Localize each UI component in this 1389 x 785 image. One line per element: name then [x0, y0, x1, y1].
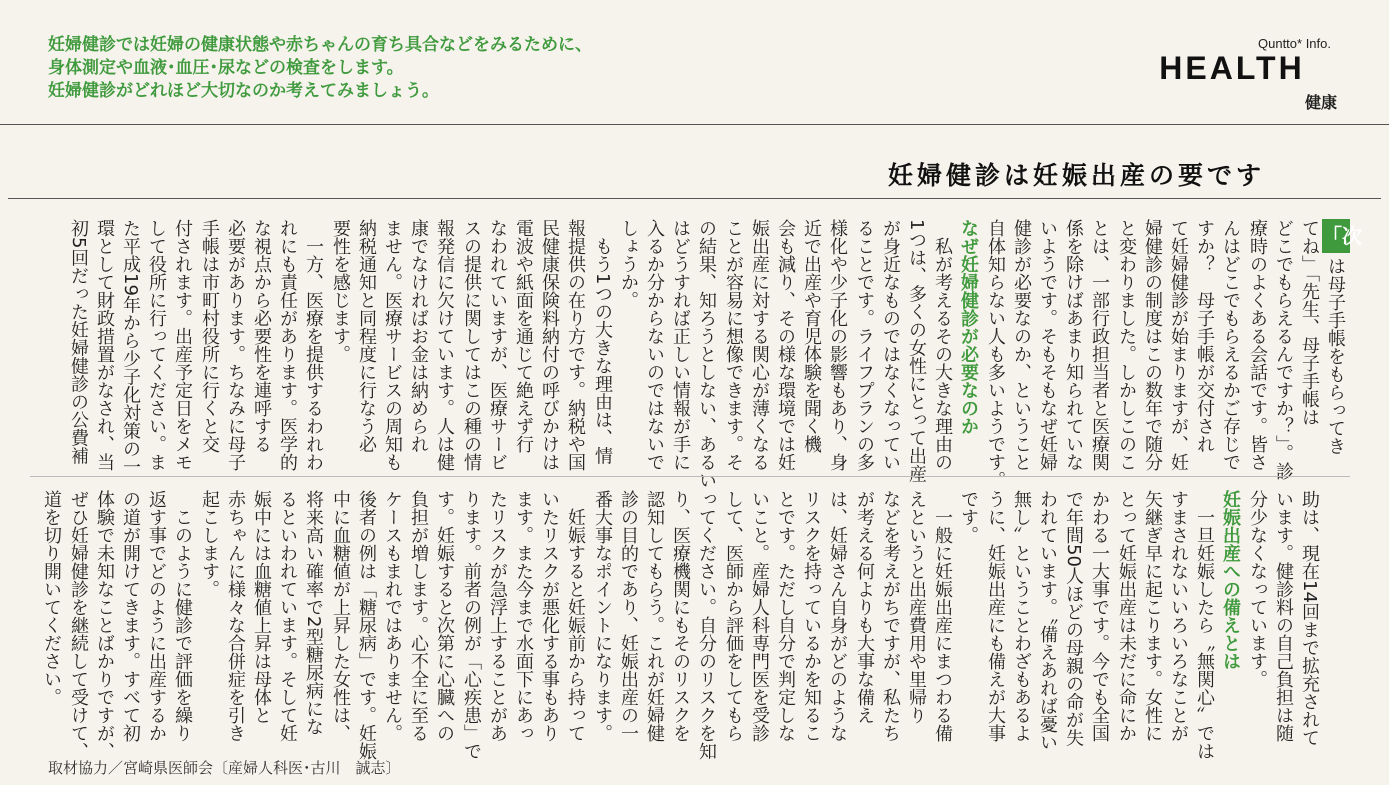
text-column: が考える何よりも大事な備え — [854, 490, 875, 724]
text-column: で年間50人ほどの母親の命が失 — [1063, 490, 1084, 747]
text-column: ます。また今まで水面下にあっ — [513, 490, 534, 742]
text-column: 赤ちゃんに様々な合併症を引き — [225, 490, 246, 742]
intro-line: 身体測定や血液･血圧･尿などの検査をします。 — [48, 58, 404, 78]
text-column: れにも責任があります。医学的 — [277, 219, 298, 471]
text-column: われています。〝備えあれば憂い — [1037, 490, 1058, 751]
text-column: 報発信に欠けています。人は健 — [434, 219, 455, 471]
text-column: ません。医療サービスの周知も — [382, 219, 403, 471]
text-column: どこでもらえるんですか？」。診 — [1273, 219, 1294, 480]
drop-cap: 「次 — [1322, 219, 1350, 253]
text-column: す。妊娠すると次第に心臓への — [434, 490, 455, 742]
text-column: 負担が増します。心不全に至る — [408, 490, 429, 742]
text-column: 近で出産や育児体験を聞く機 — [801, 219, 822, 453]
text-column: などを考えがちですが、私たち — [880, 490, 901, 742]
text-column: とって妊娠出産は未だに命にか — [1116, 490, 1137, 742]
text-column: ケースもまれではありません。 — [382, 490, 403, 742]
text-column: スの提供に関してはこの種の情 — [461, 219, 482, 471]
text-column: 番大事なポイントになります。 — [592, 490, 613, 742]
text-column: は母子手帳をもらってき — [1325, 257, 1346, 455]
text-column: います。健診料の自己負担は随 — [1273, 490, 1294, 742]
text-column: 婦健診の制度はこの数年で随分 — [1142, 219, 1163, 471]
text-column: 療時のよくある会話です。皆さ — [1247, 219, 1268, 471]
text-column: いたリスクが悪化する事もあり — [539, 490, 560, 742]
subheading: なぜ妊婦健診が必要なのか — [958, 219, 979, 435]
text-column: ります。前者の例が「心疾患」で — [461, 490, 482, 760]
text-column: ることです。ライフプランの多 — [854, 219, 875, 471]
text-column: 助は、現在14回まで拡充されて — [1299, 490, 1320, 747]
text-column: 様化や少子化の影響もあり、身 — [827, 219, 848, 471]
text-column: 分少なくなっています。 — [1247, 490, 1268, 688]
upper-text-block — [0, 219, 1389, 489]
text-column: 民健康保険料納付の呼びかけは — [539, 219, 560, 471]
text-column: 1つは、多くの女性にとって出産 — [906, 219, 927, 483]
text-column: 将来高い確率で2型糖尿病にな — [303, 490, 324, 736]
text-column: いようです。そもそもなぜ妊婦 — [1037, 219, 1058, 471]
lower-text-block — [0, 490, 1389, 760]
text-column: と変わりました。しかしこのこ — [1116, 219, 1137, 471]
text-column: るといわれています。そして妊 — [277, 490, 298, 742]
text-column: なわれていますが、医療サービ — [487, 219, 508, 471]
section-title: HEALTH — [1159, 50, 1305, 86]
text-column: 体験で未知なことばかりですが、 — [94, 490, 115, 760]
text-column: 矢継ぎ早に起こります。女性に — [1142, 490, 1163, 742]
text-column: かわる一大事です。今でも全国 — [1089, 490, 1110, 742]
text-column: 会も減り、その様な環境では妊 — [775, 219, 796, 471]
text-column: 手帳は市町村役所に行くと交 — [199, 219, 220, 453]
text-column: 一般に妊娠出産にまつわる備 — [932, 490, 953, 742]
text-column: 納税通知と同程度に行なう必 — [356, 219, 377, 453]
text-column: て妊婦健診が始まりますが、妊 — [1168, 219, 1189, 471]
text-column: 自体知らない人も多いようです。 — [985, 219, 1006, 489]
text-column: リスクを持っているかを知るこ — [801, 490, 822, 742]
text-column: 要性を感じます。 — [330, 219, 351, 363]
text-column: はどうすれば正しい情報が手に — [670, 219, 691, 471]
text-column: たリスクが急浮上することがあ — [487, 490, 508, 742]
text-column: 無し〟ということわざもあるよ — [1011, 490, 1032, 742]
text-column: 報提供の在り方です。納税や国 — [565, 219, 586, 471]
text-column: り、医療機関にもそのリスクを — [670, 490, 691, 742]
text-column: ってください。自分のリスクを知 — [696, 490, 717, 760]
brand-label: Quntto* Info. — [1258, 36, 1331, 51]
text-column: 認知してもらう。これが妊婦健 — [644, 490, 665, 742]
text-column: 健診が必要なのか、ということ — [1011, 219, 1032, 471]
section-divider — [30, 476, 1350, 477]
text-column: 起こします。 — [199, 490, 220, 598]
text-column: とは、一部行政担当者と医療関 — [1089, 219, 1110, 471]
text-column: 初5回だった妊婦健診の公費補 — [68, 219, 89, 465]
text-column: 返す事でどのように出産するか — [146, 490, 167, 742]
text-column: えというと出産費用や里帰り — [906, 490, 927, 724]
text-column: 付されます。出産予定日をメモ — [172, 219, 193, 471]
text-column: 後者の例は「糖尿病」です。妊娠 — [356, 490, 377, 760]
text-column: このように健診で評価を繰り — [172, 490, 193, 742]
text-column: 妊娠すると妊娠前から持って — [565, 490, 586, 742]
intro-line: 妊婦健診では妊婦の健康状態や赤ちゃんの育ち具合などをみるために、 — [48, 35, 592, 55]
text-column: は、妊婦さん自身がどのような — [827, 490, 848, 742]
text-column: 私が考えるその大きな理由の — [932, 219, 953, 471]
text-column: 中に血糖値が上昇した女性は、 — [330, 490, 351, 742]
text-column: の結果、知ろうとしない、あるい — [696, 219, 717, 489]
text-column: しょうか。 — [618, 219, 639, 309]
page-header — [0, 0, 1389, 125]
text-column: 診の目的であり、妊娠出産の一 — [618, 490, 639, 742]
text-column: うに、妊娠出産にも備えが大事 — [985, 490, 1006, 742]
text-column: の道が開けてきます。すべて初 — [120, 490, 141, 742]
text-column: とです。ただし自分で判定しな — [775, 490, 796, 742]
text-column: 電波や紙面を通じて絶えず行 — [513, 219, 534, 453]
text-column: た平成19年から少子化対策の一 — [120, 219, 141, 476]
text-column: です。 — [958, 490, 979, 544]
text-column: 娠中には血糖値上昇は母体と — [251, 490, 272, 724]
text-column: てね」「先生、母子手帳は — [1299, 219, 1320, 426]
text-column: 一方、医療を提供するわれわ — [303, 219, 324, 471]
text-column: して、医師から評価をしてもら — [723, 490, 744, 742]
text-column: もう1つの大きな理由は、情 — [592, 219, 613, 465]
text-column: んはどこでもらえるかご存じで — [1220, 219, 1241, 471]
subheading: 妊娠出産への備えとは — [1220, 490, 1241, 670]
header-divider — [0, 124, 1389, 125]
text-column: すまされないいろいろなことが — [1168, 490, 1189, 742]
intro-line: 妊婦健診がどれほど大切なのか考えてみましょう。 — [48, 81, 439, 101]
text-column: 係を除けばあまり知られていな — [1063, 219, 1084, 471]
text-column: 道を切り開いてください。 — [41, 490, 62, 706]
text-column: 康でなければお金は納められ — [408, 219, 429, 453]
text-column: して役所に行ってください。ま — [146, 219, 167, 471]
text-column: 一旦妊娠したら〝無関心〟では — [1194, 490, 1215, 760]
text-column: 入るか分からないのではないで — [644, 219, 665, 471]
text-column: ことが容易に想像できます。そ — [723, 219, 744, 471]
title-divider — [8, 198, 1381, 199]
text-column: すか？ 母子手帳が交付され — [1194, 219, 1215, 453]
credit-line: 取材協力／宮崎県医師会〔産婦人科医･古川 誠志〕 — [48, 759, 401, 777]
text-column: が身近なものではなくなってい — [880, 219, 901, 471]
text-column: 娠出産に対する関心が薄くなる — [749, 219, 770, 471]
text-column: いこと。産婦人科専門医を受診 — [749, 490, 770, 742]
text-column: ぜひ妊婦健診を継続して受けて、 — [68, 490, 89, 760]
intro-text — [48, 34, 592, 103]
article-title: 妊婦健診は妊娠出産の要です — [888, 161, 1266, 190]
section-subtitle: 健康 — [1305, 93, 1338, 112]
text-column: な視点から必要性を連呼する — [251, 219, 272, 453]
text-column: 環として財政措置がなされ、当 — [94, 219, 115, 471]
text-column: 必要があります。ちなみに母子 — [225, 219, 246, 471]
